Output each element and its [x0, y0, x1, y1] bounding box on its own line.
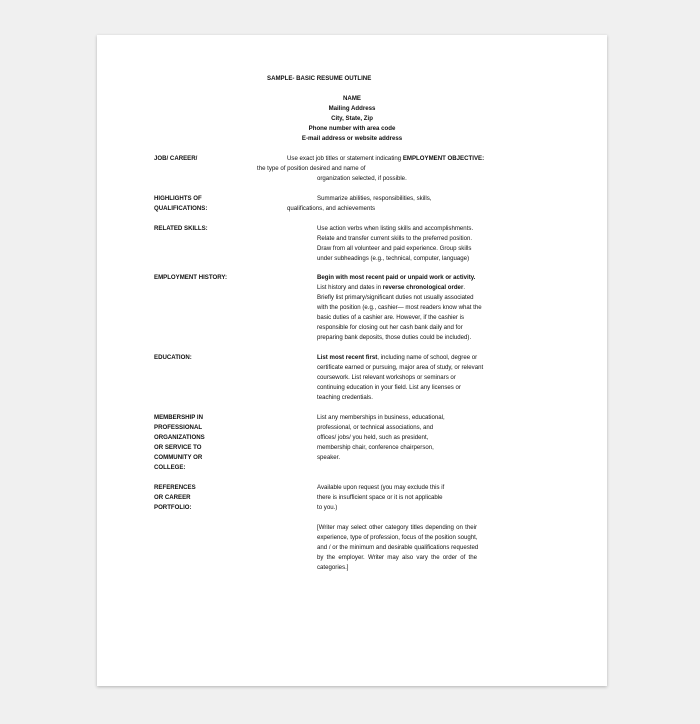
section-label-membership-5: COMMUNITY OR — [154, 454, 203, 461]
education-line-1-text: , including name of school, degree or — [377, 354, 478, 361]
section-label-highlights-1: HIGHLIGHTS OF — [154, 195, 202, 202]
employment-line-2 — [317, 283, 465, 293]
reverse-chronological-order: reverse chronological order — [382, 284, 464, 291]
employment-line-2-end: . — [463, 284, 466, 291]
education-line-2: certificate earned or pursuing, major area of study, or relevant — [317, 364, 484, 371]
note-line-1: [Writer may select other category titles depending on their — [317, 524, 477, 531]
note-line-4: by the employer. Writer may also vary the order of the — [317, 554, 477, 561]
related-line-1: Use action verbs when listing skills and accomplishments. — [317, 225, 474, 232]
header-phone: Phone number with area code — [308, 125, 396, 132]
employment-line-2-text: List history and dates in — [317, 284, 383, 291]
education-line-4: continuing education in your field. List any licenses or — [317, 384, 461, 391]
employment-objective: EMPLOYMENT OBJECTIVE: — [402, 155, 485, 162]
membership-line-3: offices/ jobs/ you held, such as president, — [317, 434, 429, 441]
related-line-3: Draw from all volunteer and paid experience. Group skills — [317, 245, 472, 252]
education-line-3: coursework. List relevant workshops or seminars or — [317, 374, 456, 381]
note-line-3: and / or the minimum and desirable qualifications requested — [317, 544, 479, 551]
section-label-references-3: PORTFOLIO: — [154, 504, 192, 511]
employment-line-1: Begin with most recent paid or unpaid work or activity. — [317, 274, 476, 281]
section-label-education: EDUCATION: — [154, 354, 192, 361]
employment-line-5: basic duties of a cashier are. However, if the cashier is — [317, 314, 464, 321]
header-name: NAME — [343, 95, 361, 102]
job-line-1-text: Use exact job titles or statement indicating — [287, 155, 403, 162]
section-label-highlights-2: QUALIFICATIONS: — [154, 205, 208, 212]
membership-line-2: professional, or technical associations, and — [317, 424, 434, 431]
note-line-5: categories.] — [317, 564, 349, 571]
section-label-job: JOB/ CAREER/ — [154, 155, 198, 162]
related-line-2: Relate and transfer current skills to the preferred position. — [317, 235, 473, 242]
job-line-1 — [287, 154, 484, 164]
section-label-membership-3: ORGANIZATIONS — [154, 434, 205, 441]
related-line-4: under subheadings (e.g., technical, computer, language) — [317, 255, 470, 262]
note-line-2: experience, type of profession, focus of the position sought, — [317, 534, 478, 541]
header-email: E-mail address or website address — [301, 135, 403, 142]
references-line-1: Available upon request (you may exclude this if — [317, 484, 445, 491]
membership-line-1: List any memberships in business, educational, — [317, 414, 445, 421]
job-line-2: the type of position desired and name of — [257, 165, 366, 172]
list-most-recent-first: List most recent first — [317, 354, 378, 361]
employment-line-4: with the position (e.g., cashier— most readers know what the — [317, 304, 482, 311]
section-label-related-skills: RELATED SKILLS: — [154, 225, 208, 232]
section-label-membership-6: COLLEGE: — [154, 464, 186, 471]
document-title: SAMPLE- BASIC RESUME OUTLINE — [267, 75, 372, 82]
section-label-membership-1: MEMBERSHIP IN — [154, 414, 203, 421]
resume-page — [97, 35, 607, 686]
membership-line-5: speaker. — [317, 454, 341, 461]
references-line-3: to you.) — [317, 504, 338, 511]
employment-line-7: preparing bank deposits, those duties could be included). — [317, 334, 472, 341]
header-mailing-address: Mailing Address — [328, 105, 376, 112]
references-line-2: there is insufficient space or it is not applicable — [317, 494, 443, 501]
section-label-membership-2: PROFESSIONAL — [154, 424, 203, 431]
section-label-membership-4: OR SERVICE TO — [154, 444, 202, 451]
membership-line-4: membership chair, conference chairperson, — [317, 444, 434, 451]
section-label-employment: EMPLOYMENT HISTORY: — [154, 274, 228, 281]
section-label-references-1: REFERENCES — [154, 484, 196, 491]
education-line-1 — [317, 353, 477, 363]
education-line-5: teaching credentials. — [317, 394, 373, 401]
highlights-line-1: Summarize abilities, responsibilities, skills, — [317, 195, 432, 202]
employment-line-6: responsible for closing out her cash bank daily and for — [317, 324, 463, 331]
section-label-references-2: OR CAREER — [154, 494, 191, 501]
highlights-line-2: qualifications, and achievements — [287, 205, 376, 212]
header-city-state-zip: City, State, Zip — [331, 115, 373, 122]
employment-line-3: Briefly list primary/significant duties not usually associated — [317, 294, 474, 301]
job-line-3: organization selected, if possible. — [317, 175, 407, 182]
